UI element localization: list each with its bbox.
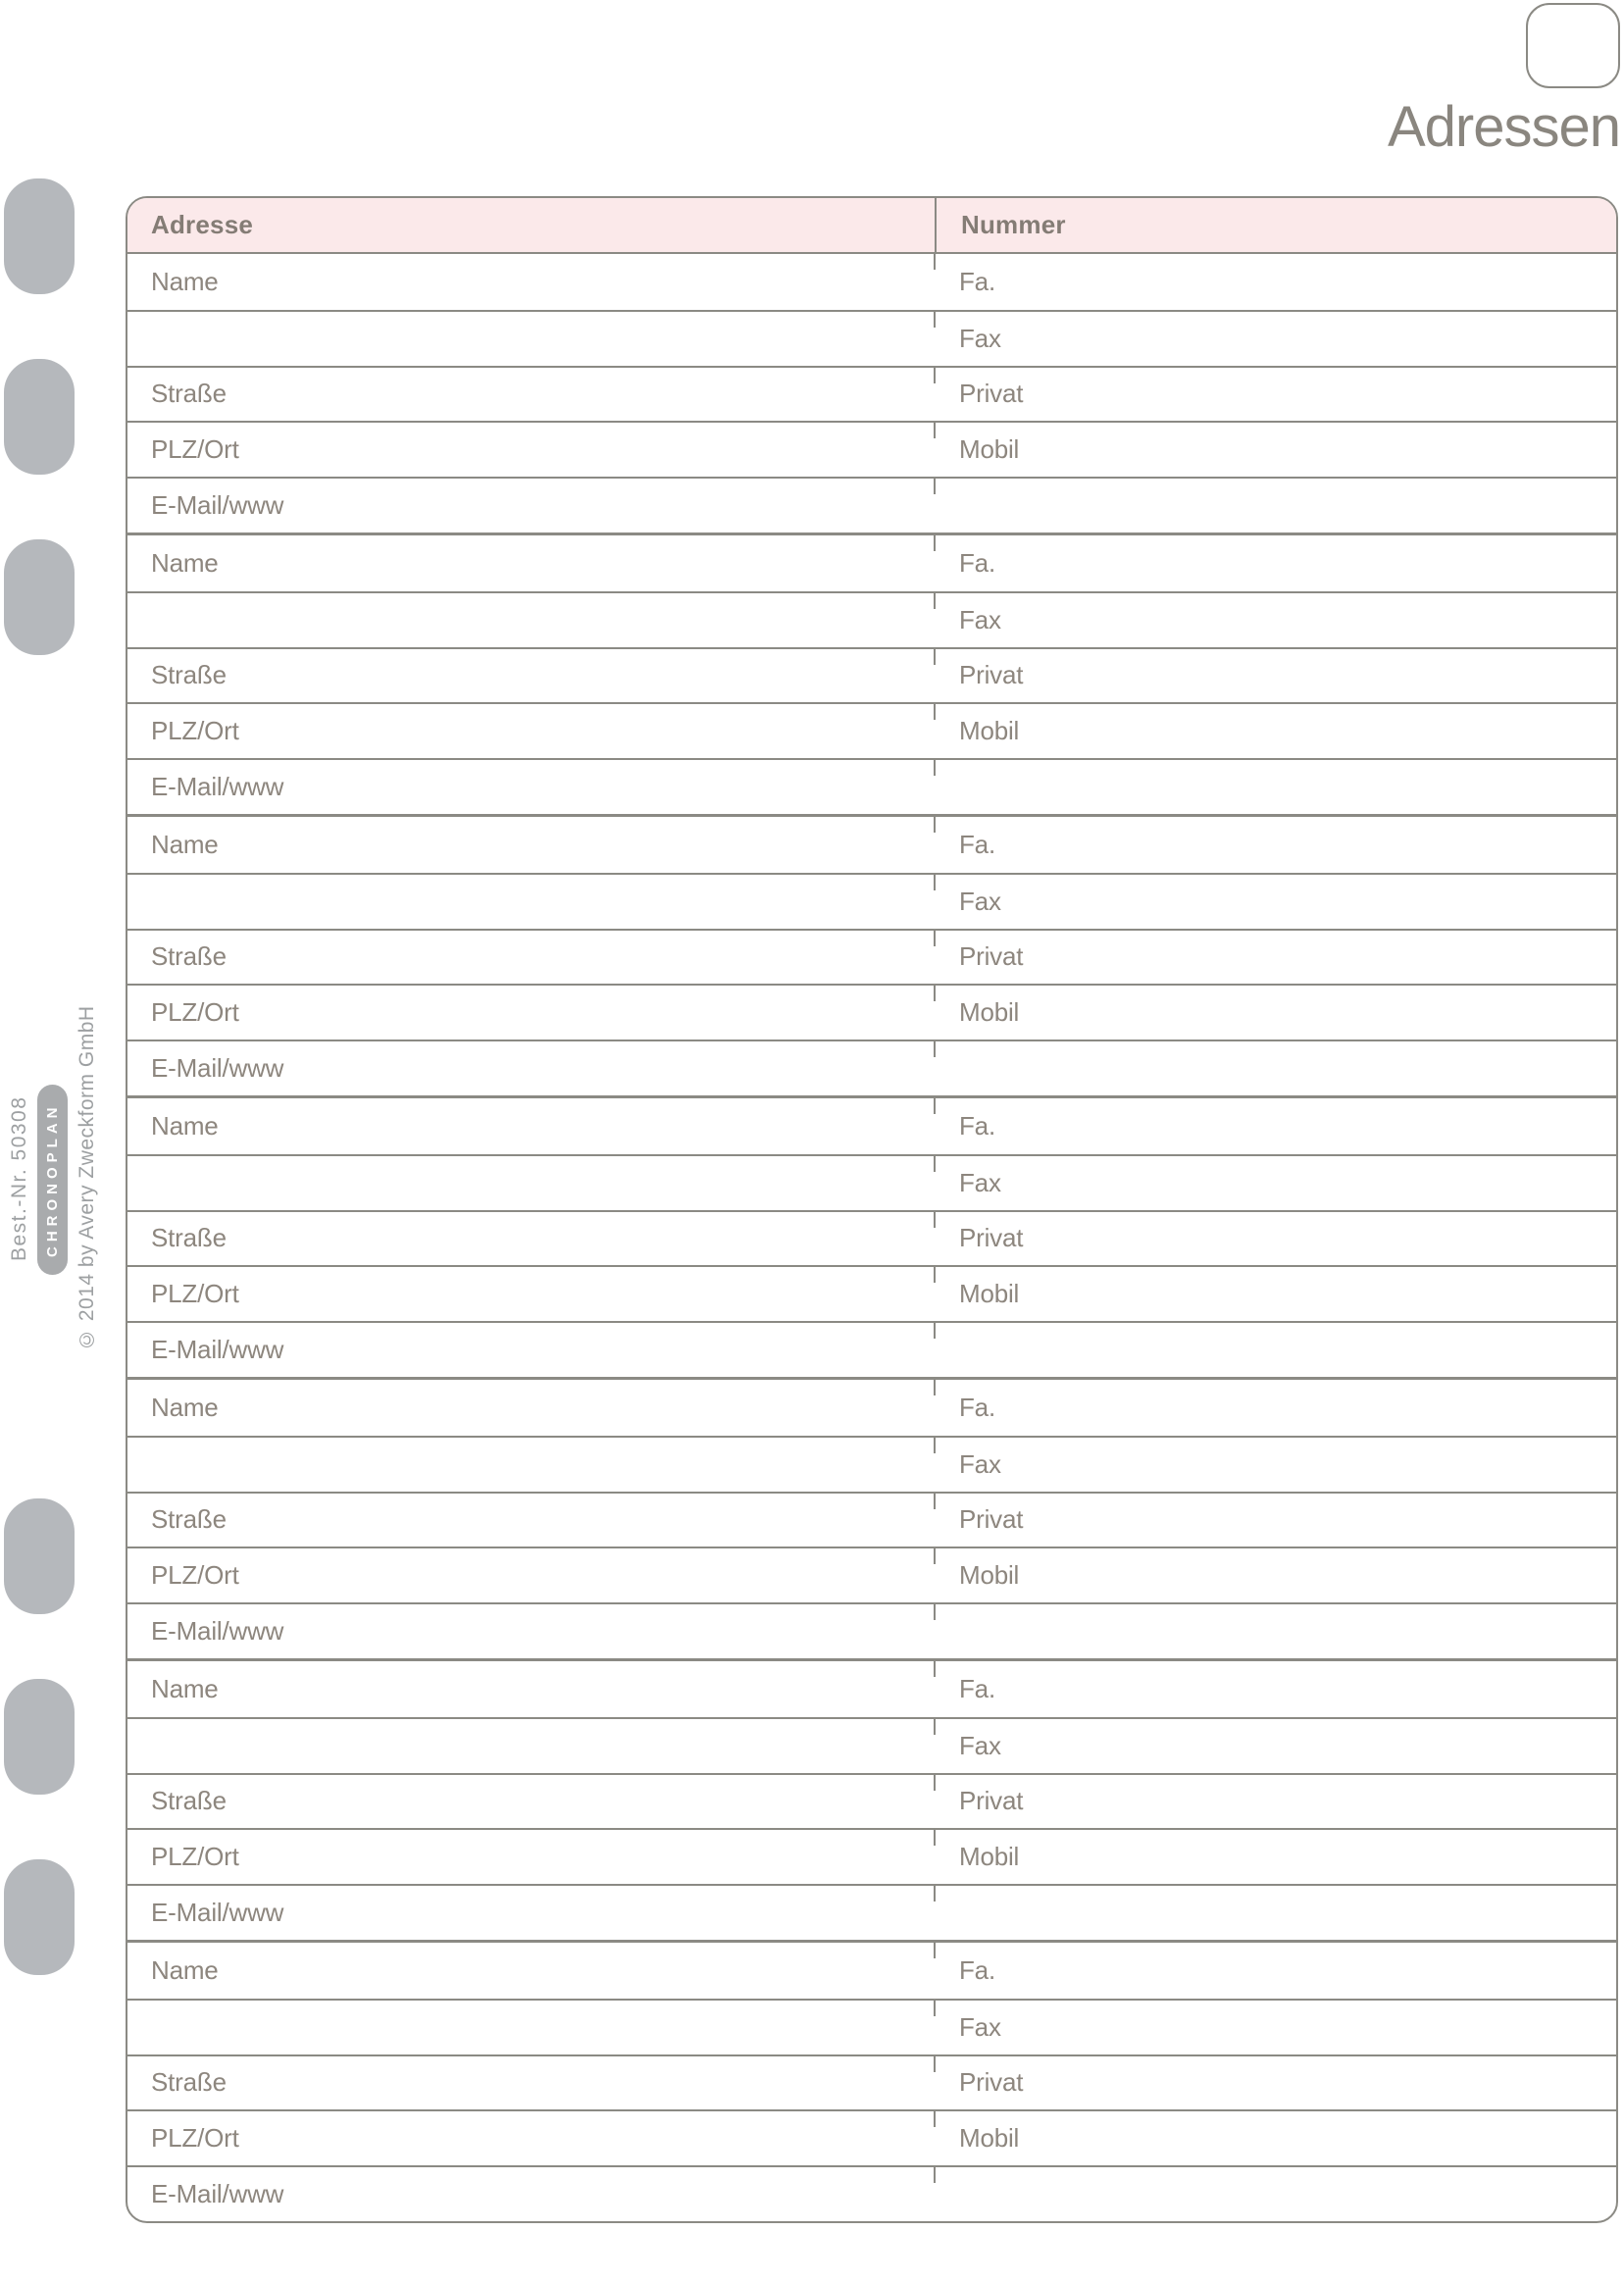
field-label-email-www: E-Mail/www <box>151 772 284 802</box>
field-label-fa: Fa. <box>935 1380 1616 1436</box>
field-label-fax: Fax <box>935 1719 1616 1773</box>
brand-pill <box>37 1085 68 1275</box>
binder-hole <box>4 178 75 294</box>
binder-hole <box>4 1498 75 1614</box>
table-row <box>127 1661 1616 1717</box>
brand-label: CHRONOPLAN <box>44 1102 61 1257</box>
table-row <box>127 421 1616 477</box>
field-label-strasse: Straße <box>151 379 227 409</box>
field-label-plz-ort: PLZ/Ort <box>151 2123 239 2154</box>
table-row <box>127 591 1616 647</box>
address-block <box>127 1658 1616 1940</box>
table-row <box>127 1436 1616 1492</box>
field-label-blank <box>127 1438 935 1492</box>
field-label-strasse: Straße <box>151 2067 227 2098</box>
field-label-plz-ort: PLZ/Ort <box>151 997 239 1028</box>
table-row <box>127 1040 1616 1095</box>
field-label-email-www: E-Mail/www <box>151 1898 284 1927</box>
field-label-fax: Fax <box>935 1156 1616 1210</box>
field-label-blank <box>127 2001 935 2054</box>
field-label-blank <box>127 312 935 366</box>
table-row <box>127 1602 1616 1658</box>
table-body <box>127 254 1616 2221</box>
field-label-privat: Privat <box>935 931 1616 985</box>
field-label-plz-ort: PLZ/Ort <box>151 434 239 465</box>
field-label-blank <box>935 760 1616 814</box>
field-label-strasse: Straße <box>151 1504 227 1535</box>
table-row <box>127 1321 1616 1377</box>
binder-hole <box>4 359 75 475</box>
table-row <box>127 1884 1616 1940</box>
field-label-name: Name <box>151 829 219 859</box>
field-label-blank <box>127 1719 935 1773</box>
table-row <box>127 873 1616 929</box>
field-label-mobil: Mobil <box>935 2111 1616 2165</box>
table-header-row <box>127 198 1616 254</box>
table-row <box>127 702 1616 758</box>
table-row <box>127 1380 1616 1436</box>
field-label-privat: Privat <box>935 1212 1616 1266</box>
column-header-adresse: Adresse <box>151 210 254 239</box>
field-label-fa: Fa. <box>935 1098 1616 1154</box>
address-block <box>127 814 1616 1095</box>
field-label-mobil: Mobil <box>935 1267 1616 1321</box>
field-label-fa: Fa. <box>935 817 1616 873</box>
address-table <box>126 196 1618 2223</box>
field-label-fa: Fa. <box>935 1943 1616 1999</box>
field-label-plz-ort: PLZ/Ort <box>151 1560 239 1591</box>
table-row <box>127 2165 1616 2221</box>
field-label-mobil: Mobil <box>935 423 1616 477</box>
table-row <box>127 535 1616 591</box>
field-label-privat: Privat <box>935 649 1616 703</box>
table-row <box>127 1717 1616 1773</box>
table-row <box>127 1943 1616 1999</box>
field-label-fax: Fax <box>935 875 1616 929</box>
table-row <box>127 1999 1616 2054</box>
field-label-blank <box>935 1041 1616 1095</box>
table-row <box>127 1098 1616 1154</box>
field-label-fax: Fax <box>935 1438 1616 1492</box>
field-label-blank <box>935 479 1616 532</box>
binder-hole <box>4 539 75 655</box>
field-label-plz-ort: PLZ/Ort <box>151 1279 239 1309</box>
column-header-nummer: Nummer <box>935 198 1616 252</box>
field-label-email-www: E-Mail/www <box>151 1335 284 1365</box>
field-label-blank <box>935 1323 1616 1377</box>
field-label-email-www: E-Mail/www <box>151 490 284 521</box>
page-title: Adressen <box>1387 95 1620 159</box>
field-label-privat: Privat <box>935 1775 1616 1829</box>
address-block <box>127 532 1616 814</box>
field-label-fa: Fa. <box>935 254 1616 310</box>
field-label-blank <box>935 1604 1616 1658</box>
binder-hole <box>4 1859 75 1975</box>
copyright-text: © 2014 by Avery Zweckform GmbH <box>76 1005 98 1350</box>
field-label-plz-ort: PLZ/Ort <box>151 716 239 746</box>
table-row <box>127 1547 1616 1602</box>
table-row <box>127 1773 1616 1829</box>
field-label-strasse: Straße <box>151 1223 227 1253</box>
address-block <box>127 254 1616 532</box>
field-label-mobil: Mobil <box>935 1830 1616 1884</box>
table-row <box>127 366 1616 422</box>
table-row <box>127 758 1616 814</box>
field-label-fax: Fax <box>935 312 1616 366</box>
table-row <box>127 1828 1616 1884</box>
table-row <box>127 1154 1616 1210</box>
table-row <box>127 2109 1616 2165</box>
address-block <box>127 1377 1616 1658</box>
table-row <box>127 1210 1616 1266</box>
table-row <box>127 477 1616 532</box>
field-label-privat: Privat <box>935 1494 1616 1547</box>
order-number: Best.-Nr. 50308 <box>8 1095 30 1262</box>
table-row <box>127 1265 1616 1321</box>
field-label-privat: Privat <box>935 2056 1616 2110</box>
table-row <box>127 310 1616 366</box>
table-row <box>127 984 1616 1040</box>
table-row <box>127 817 1616 873</box>
field-label-email-www: E-Mail/www <box>151 2178 284 2208</box>
table-row <box>127 254 1616 310</box>
table-row <box>127 1492 1616 1547</box>
field-label-name: Name <box>151 1673 219 1703</box>
field-label-strasse: Straße <box>151 941 227 972</box>
binder-hole <box>4 1679 75 1795</box>
corner-tab-box <box>1526 3 1620 88</box>
field-label-name: Name <box>151 266 219 296</box>
field-label-plz-ort: PLZ/Ort <box>151 1842 239 1872</box>
table-row <box>127 647 1616 703</box>
field-label-blank <box>127 1156 935 1210</box>
field-label-name: Name <box>151 1392 219 1422</box>
field-label-blank <box>935 2167 1616 2221</box>
field-label-strasse: Straße <box>151 660 227 690</box>
address-block <box>127 1095 1616 1377</box>
field-label-email-www: E-Mail/www <box>151 1616 284 1647</box>
field-label-email-www: E-Mail/www <box>151 1053 284 1084</box>
field-label-fa: Fa. <box>935 1661 1616 1717</box>
field-label-name: Name <box>151 1110 219 1141</box>
field-label-name: Name <box>151 1954 219 1985</box>
field-label-blank <box>127 593 935 647</box>
field-label-name: Name <box>151 547 219 578</box>
field-label-mobil: Mobil <box>935 1548 1616 1602</box>
field-label-fax: Fax <box>935 2001 1616 2054</box>
field-label-fax: Fax <box>935 593 1616 647</box>
field-label-mobil: Mobil <box>935 704 1616 758</box>
address-block <box>127 1940 1616 2221</box>
table-row <box>127 929 1616 985</box>
field-label-mobil: Mobil <box>935 986 1616 1040</box>
field-label-fa: Fa. <box>935 535 1616 591</box>
field-label-blank <box>127 875 935 929</box>
field-label-blank <box>935 1886 1616 1940</box>
field-label-strasse: Straße <box>151 1786 227 1816</box>
table-row <box>127 2054 1616 2110</box>
field-label-privat: Privat <box>935 368 1616 422</box>
